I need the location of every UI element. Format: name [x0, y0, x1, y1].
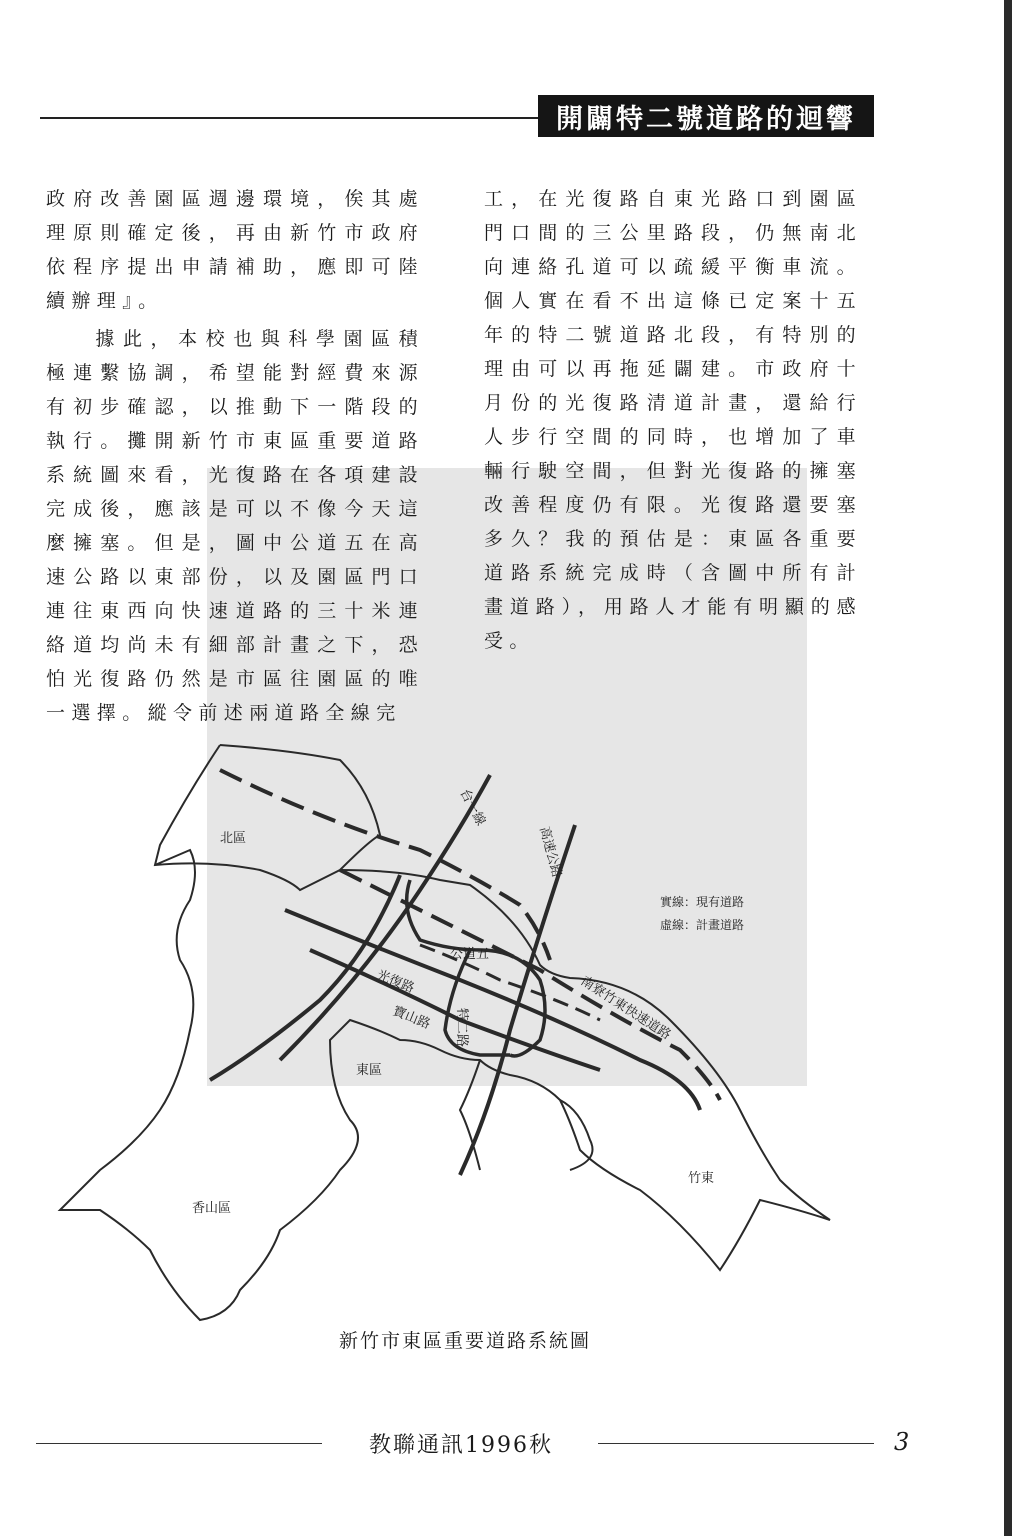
legend-dashed: 虛線：計畫道路	[660, 918, 745, 932]
paragraph: 據此，本校也與科學園區積極連繫協調，希望能對經費來源有初步確認，以推動下一階段的執行。攤開新竹市東區重要道路系統圖來看，光復路在各項建設完成後，應該是可以不像今天這麼擁塞。但是，圖中公道五在高速公路以東部份，以及園區門口連往東西向快速道路的三十米連絡道均尚未有細部計畫之下，恐怕光復路仍然是市區往園區的唯一選擇。縱令前述兩道路全線完	[46, 328, 424, 724]
left-column	[46, 182, 424, 734]
map-label-road5: 公道五	[450, 947, 490, 962]
right-column	[484, 182, 862, 662]
map-label-east-district: 東區	[356, 1063, 383, 1078]
map-label-taiyi: 台一線	[456, 786, 489, 829]
page-edge-shadow	[1004, 0, 1012, 1536]
footer-rule-left	[36, 1443, 322, 1444]
map-label-baoshan: 寶山路	[390, 1003, 433, 1033]
road-system-map	[40, 730, 900, 1330]
map-label-expressway: 南寮竹東快速道路	[577, 973, 674, 1044]
paragraph: 工，在光復路自東光路口到園區門口間的三公里路段，仍無南北向連絡孔道可以疏緩平衡車流。個人實在看不出這條已定案十五年的特二號道路北段，有特別的理由可以再拖延闢建。市政府十月份的光復路清道計畫，還給行人步行空間的同時，也增加了車輛行駛空間，但對光復路的擁塞改善程度仍有限。光復路還要塞多久？我的預估是：東區各重要道路系統完成時（含圖中所有計畫道路），用路人才能有明顯的感受。	[484, 188, 862, 652]
paragraph: 政府改善園區週邊環境，俟其處理原則確定後，再由新竹市政府依程序提出申請補助，應即可陸續辦理』。	[46, 188, 424, 312]
article-title: 開闢特二號道路的迴響	[538, 95, 874, 137]
map-label-te2: 特二路	[454, 1008, 469, 1048]
map-label-xiangshan: 香山區	[192, 1201, 232, 1216]
footer-publication: 教聯通訊1996秋	[369, 1433, 553, 1458]
header-rule	[40, 117, 542, 119]
map-label-zhudong: 竹東	[688, 1171, 715, 1186]
map-label-freeway: 高速公路	[536, 825, 565, 880]
planned-road-north	[220, 770, 550, 960]
map-caption: 新竹市東區重要道路系統圖	[338, 1330, 591, 1352]
map-label-guangfu: 光復路	[374, 967, 417, 997]
legend-solid: 實線：現有道路	[660, 895, 745, 909]
map-label-north-district: 北區	[220, 831, 247, 846]
page-number: 3	[894, 1428, 910, 1456]
footer-rule-right	[598, 1443, 874, 1444]
